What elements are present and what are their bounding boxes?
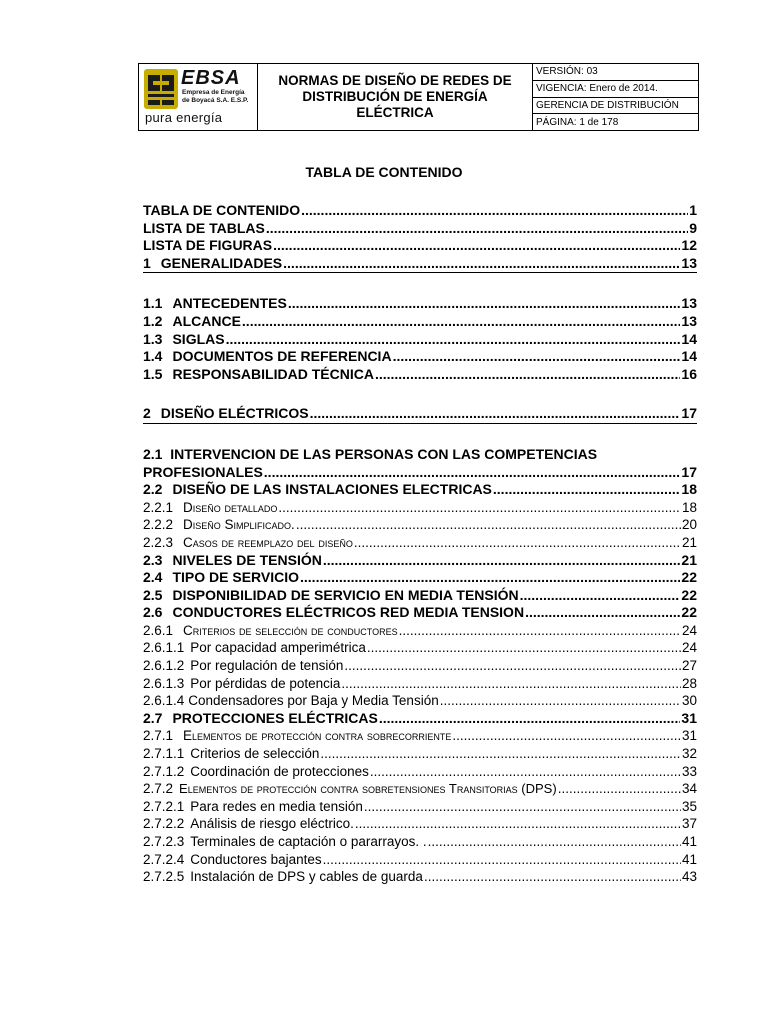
toc-entry-label: Por regulación de tensión	[190, 658, 344, 674]
toc-leader-dots	[242, 313, 681, 331]
spacer	[143, 383, 697, 405]
toc-entry-page: 21	[681, 551, 697, 568]
toc-entry-label: Para redes en media tensión	[190, 798, 363, 814]
toc-entry-number: 2.2.1	[143, 499, 174, 515]
toc-entry-label: Condensadores por Baja y Media Tensión	[188, 693, 439, 709]
toc-entry-first-line	[143, 446, 697, 464]
toc-entry[interactable]	[143, 202, 697, 220]
toc-entry[interactable]	[143, 763, 697, 781]
toc-leader-dots	[525, 604, 680, 622]
toc-entry-number: 1.4	[143, 348, 163, 365]
document-header	[138, 63, 699, 131]
toc-leader-dots	[323, 851, 681, 869]
toc-entry[interactable]	[143, 798, 697, 816]
toc-leader-dots	[264, 464, 681, 482]
toc-entry-label: DOCUMENTOS DE REFERENCIA	[172, 348, 392, 365]
toc-entry[interactable]	[143, 220, 697, 238]
company-logo	[139, 64, 258, 130]
toc-entry-number: 2.6	[143, 604, 163, 621]
meta-gerencia: GERENCIA DE DISTRIBUCIÓN	[533, 98, 698, 115]
toc-entry-number: 2.7.2	[143, 781, 174, 797]
toc-entry-page: 43	[681, 869, 697, 885]
toc-entry-number: 2.7.1	[143, 728, 174, 744]
toc-leader-dots	[301, 202, 688, 220]
toc-entry-number: 1	[143, 254, 151, 271]
toc-entry[interactable]	[143, 516, 697, 534]
toc-entry-page: 17	[681, 463, 697, 480]
spacer	[143, 424, 697, 446]
toc-leader-dots	[452, 727, 681, 745]
toc-entry-label: Instalación de DPS y cables de guarda	[190, 869, 423, 885]
toc-entry-label: ALCANCE	[172, 312, 241, 329]
toc-leader-dots	[296, 516, 681, 534]
toc-entry[interactable]	[143, 639, 697, 657]
toc-entry[interactable]	[143, 569, 697, 587]
toc-entry-label: CONDUCTORES ELÉCTRICOS RED MEDIA TENSION	[172, 604, 525, 621]
toc-leader-dots	[399, 622, 681, 640]
toc-entry-number: 2.2.2	[143, 517, 174, 533]
toc-entry-wrapped[interactable]	[143, 446, 697, 481]
toc-entry-page: 20	[681, 517, 697, 533]
toc-entry-number: 2	[143, 405, 151, 422]
toc-leader-dots	[300, 569, 680, 587]
toc-entry-label: GENERALIDADES	[160, 254, 283, 271]
toc-entry-label: Diseño detallado	[183, 499, 278, 515]
toc-leader-dots	[344, 657, 681, 675]
toc-entry-label: ANTECEDENTES	[172, 295, 287, 312]
toc-entry[interactable]	[143, 313, 697, 331]
toc-entry-label: DISEÑO ELÉCTRICOS	[160, 405, 309, 422]
toc-entry-label: Coordinación de protecciones	[190, 763, 369, 779]
toc-entry-page: 22	[681, 604, 697, 621]
toc-entry-label-continued: PROFESIONALES	[143, 463, 263, 480]
toc-leader-dots	[424, 868, 681, 886]
toc-leader-dots	[288, 295, 681, 313]
toc-entry-number: 1.3	[143, 330, 163, 347]
toc-entry-page: 1	[689, 202, 697, 218]
toc-entry-number: 2.2	[143, 481, 163, 498]
toc-entry-label: Terminales de captación o pararrayos. .	[190, 834, 427, 849]
toc-entry-label: TABLA DE CONTENIDO	[143, 202, 301, 218]
toc-entry-number: 2.6.1	[143, 622, 174, 638]
toc-entry-page: 13	[681, 312, 697, 329]
toc-entry-label: Criterios de selección	[190, 746, 320, 762]
toc-entry-page: 34	[681, 781, 697, 797]
toc-entry[interactable]	[143, 295, 697, 313]
toc-entry-number: 2.7.2.1	[143, 798, 185, 814]
toc-entry-page: 18	[681, 499, 697, 515]
toc-entry-label: LISTA DE TABLAS	[143, 219, 265, 236]
toc-entry-number: 2.4	[143, 569, 163, 586]
toc-entry[interactable]	[143, 405, 697, 424]
table-of-contents	[143, 202, 697, 886]
toc-entry[interactable]	[143, 780, 697, 798]
toc-entry-page: 37	[681, 816, 697, 832]
toc-entry-label: NIVELES DE TENSIÓN	[172, 551, 322, 568]
toc-entry[interactable]	[143, 815, 697, 833]
toc-entry[interactable]	[143, 727, 697, 745]
toc-entry[interactable]	[143, 833, 697, 851]
toc-entry[interactable]	[143, 331, 697, 349]
toc-entry[interactable]	[143, 499, 697, 517]
toc-entry-label: Por pérdidas de potencia	[190, 675, 341, 691]
toc-entry[interactable]	[143, 675, 697, 693]
toc-entry-page: 31	[681, 728, 697, 744]
toc-entry[interactable]	[143, 604, 697, 622]
toc-entry-number: 2.6.1.2	[143, 658, 185, 674]
toc-entry[interactable]	[143, 692, 697, 710]
toc-entry-number: 2.7.1.2	[143, 763, 185, 779]
toc-entry-page: 22	[681, 569, 697, 586]
toc-entry-number: 2.6.1.1	[143, 640, 185, 656]
toc-entry-label: RESPONSABILIDAD TÉCNICA	[172, 365, 374, 382]
toc-entry-number: 2.6.1.4	[143, 693, 185, 709]
toc-entry-number: 1.2	[143, 312, 163, 329]
toc-entry-label: Diseño Simplificado.	[183, 517, 295, 533]
toc-entry-number: 2.7.2.4	[143, 851, 185, 867]
toc-entry-page: 33	[681, 763, 697, 779]
toc-leader-dots	[226, 331, 681, 349]
toc-entry[interactable]	[143, 366, 697, 384]
toc-entry-number: 2.5	[143, 586, 163, 603]
toc-leader-dots	[558, 780, 681, 798]
toc-leader-dots	[428, 833, 681, 851]
toc-leader-dots	[493, 481, 681, 499]
toc-entry[interactable]	[143, 552, 697, 570]
toc-entry-label: TIPO DE SERVICIO	[172, 569, 300, 586]
toc-entry[interactable]	[143, 481, 697, 499]
toc-entry-page: 14	[681, 330, 697, 347]
toc-entry[interactable]	[143, 851, 697, 869]
toc-entry[interactable]	[143, 868, 697, 886]
toc-entry-page: 32	[681, 746, 697, 762]
toc-leader-dots	[354, 534, 681, 552]
toc-leader-dots	[320, 745, 681, 763]
toc-entry-page: 16	[681, 365, 697, 382]
toc-entry-page: 35	[681, 798, 697, 814]
toc-entry-page: 18	[681, 481, 697, 498]
toc-entry-page: 22	[681, 586, 697, 603]
document-title: NORMAS DE DISEÑO DE REDES DE DISTRIBUCIÓN DE ENERGÍA ELÉCTRICA	[258, 64, 533, 130]
toc-entry-number: 2.6.1.3	[143, 675, 185, 691]
toc-leader-dots	[278, 499, 681, 517]
toc-leader-dots	[273, 237, 680, 255]
toc-leader-dots	[440, 692, 681, 710]
toc-entry-label: Elementos de protección contra sobretensiones Transitorias (DPS)	[179, 781, 557, 797]
toc-entry-page: 27	[681, 658, 697, 674]
toc-entry[interactable]	[143, 657, 697, 675]
toc-entry-number: 2.7	[143, 709, 163, 726]
toc-entry-label: PROTECCIONES ELÉCTRICAS	[172, 709, 378, 726]
toc-leader-dots	[393, 348, 681, 366]
toc-leader-dots	[323, 552, 681, 570]
toc-entry-label: Elementos de protección contra sobrecorriente	[183, 728, 452, 744]
toc-leader-dots	[364, 798, 681, 816]
toc-entry-page: 14	[681, 348, 697, 365]
toc-entry-label: LISTA DE FIGURAS	[143, 237, 273, 254]
toc-entry-number: 1.1	[143, 295, 163, 312]
toc-entry-number: 2.7.2.5	[143, 869, 185, 885]
document-meta	[533, 64, 698, 130]
toc-entry-label: DISEÑO DE LAS INSTALACIONES ELECTRICAS	[172, 481, 492, 498]
spacer	[143, 273, 697, 295]
meta-vigencia: VIGENCIA: Enero de 2014.	[533, 81, 698, 98]
toc-entry-page: 41	[681, 834, 697, 849]
toc-leader-dots	[375, 366, 680, 384]
toc-entry[interactable]	[143, 348, 697, 366]
toc-entry-number: 2.2.3	[143, 534, 174, 550]
toc-leader-dots	[341, 675, 681, 693]
toc-entry-number: 1.5	[143, 365, 163, 382]
toc-entry-page: 17	[681, 405, 697, 422]
toc-entry-page: 9	[689, 219, 697, 236]
toc-entry[interactable]	[143, 255, 697, 274]
toc-entry-label: Conductores bajantes	[190, 851, 322, 867]
toc-entry-page: 12	[681, 237, 697, 254]
toc-entry-page: 41	[681, 851, 697, 867]
logo-subtitle	[182, 89, 248, 105]
toc-entry-number: 2.7.1.1	[143, 746, 185, 762]
toc-entry-page: 13	[681, 295, 697, 312]
meta-version: VERSIÓN: 03	[533, 64, 698, 81]
toc-leader-dots	[310, 405, 681, 423]
logo-subtitle-line-1: Empresa de Energía	[182, 89, 245, 96]
logo-tagline: pura energía	[145, 110, 223, 125]
toc-leader-dots	[266, 220, 688, 238]
toc-entry-number: 2.1	[143, 445, 163, 462]
toc-entry-page: 30	[681, 693, 697, 709]
toc-entry-second-line	[143, 464, 697, 482]
toc-entry-label: Análisis de riesgo eléctrico.	[190, 816, 354, 832]
toc-entry[interactable]	[143, 622, 697, 640]
toc-entry-label: DISPONIBILIDAD DE SERVICIO EN MEDIA TENSIÓN	[172, 586, 519, 603]
ebsa-logo-mark-icon	[144, 69, 178, 109]
toc-leader-dots	[367, 639, 681, 657]
toc-entry[interactable]	[143, 237, 697, 255]
toc-entry[interactable]	[143, 710, 697, 728]
toc-leader-dots	[379, 710, 681, 728]
toc-entry-page: 21	[681, 534, 697, 550]
toc-entry-number: 2.7.2.3	[143, 834, 185, 849]
toc-entry-label: Por capacidad amperimétrica	[190, 640, 366, 656]
toc-leader-dots	[370, 763, 681, 781]
toc-entry-label: Casos de reemplazo del diseño	[183, 534, 353, 550]
toc-entry[interactable]	[143, 587, 697, 605]
toc-entry-number: 2.7.2.2	[143, 816, 185, 832]
toc-entry[interactable]	[143, 534, 697, 552]
toc-leader-dots	[520, 587, 681, 605]
toc-entry-page: 24	[681, 640, 697, 656]
toc-entry-page: 13	[681, 254, 697, 271]
logo-subtitle-line-2: de Boyacá S.A. E.S.P.	[182, 97, 249, 104]
toc-entry-label: Criterios de selección de conductores	[183, 622, 398, 638]
toc-entry-page: 31	[681, 709, 697, 726]
toc-entry-page: 24	[681, 622, 697, 638]
toc-entry-number: 2.3	[143, 551, 163, 568]
toc-leader-dots	[283, 255, 680, 273]
toc-leader-dots	[355, 815, 681, 833]
toc-heading: TABLA DE CONTENIDO	[305, 164, 463, 180]
toc-entry-label: INTERVENCION DE LAS PERSONAS CON LAS COMPETENCIAS	[170, 445, 598, 462]
meta-pagina: PÁGINA: 1 de 178	[536, 116, 619, 128]
logo-brand-text: EBSA	[181, 67, 241, 89]
toc-entry[interactable]	[143, 745, 697, 763]
toc-entry-label: SIGLAS	[172, 330, 225, 347]
toc-entry-page: 28	[681, 675, 697, 691]
